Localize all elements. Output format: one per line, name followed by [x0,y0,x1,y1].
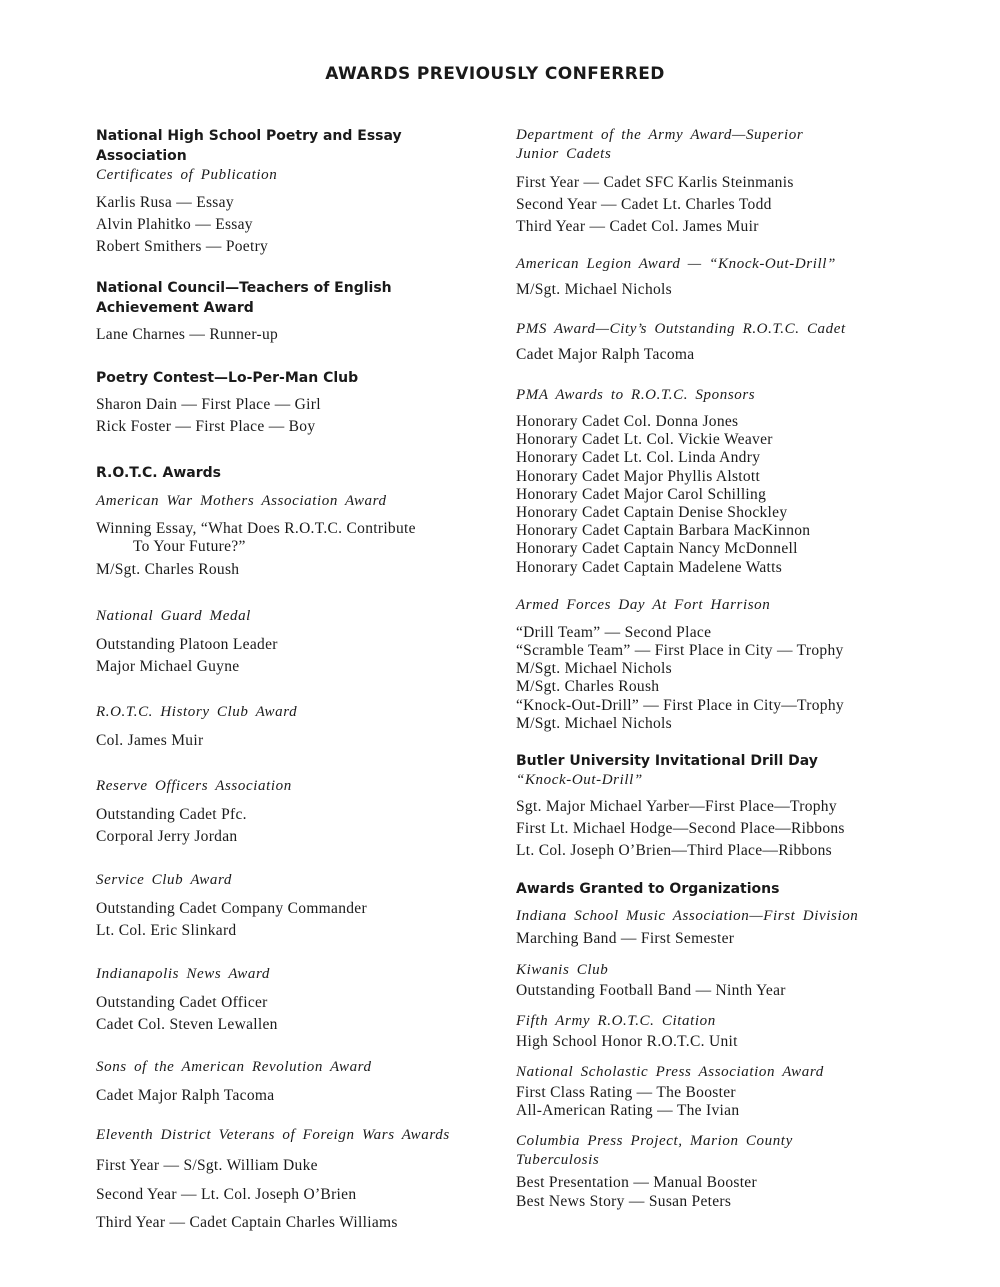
poetry-contest-section [96,368,488,438]
pms-award [516,320,906,366]
list-item: Honorary Cadet Lt. Col. Linda Andry [516,449,761,467]
list-item: Robert Smithers — Poetry [96,238,269,255]
section-heading: National Council—Teachers of English [96,280,392,296]
list-item: “Knock-Out-Drill” — First Place in City—Trophy [516,696,844,714]
award-subheading: R.O.T.C. History Club Award [96,704,298,720]
list-item: Honorary Cadet Captain Nancy McDonnell [516,540,798,558]
section-heading: Poetry Contest—Lo-Per-Man Club [96,370,359,386]
list-item: Cadet Major Ralph Tacoma [96,1087,275,1104]
butler-award [516,751,906,862]
list-item: “Scramble Team” — First Place in City — Trophy [516,642,844,660]
armed-forces-award [516,596,906,733]
army-award [516,126,906,238]
vfw-award [96,1126,488,1238]
award-subheading: PMA Awards to R.O.T.C. Sponsors [516,387,756,403]
list-item: Honorary Cadet Major Phyllis Alstott [516,467,761,485]
award-subheading: “Knock-Out-Drill” [516,772,643,789]
list-item: M/Sgt. Charles Roush [96,561,240,578]
history-club-award [96,703,488,752]
sons-revolution-award [96,1058,488,1107]
list-item: Karlis Rusa — Essay [96,194,234,211]
ncte-section [96,278,488,346]
list-item: Outstanding Cadet Officer [96,994,268,1011]
list-item: Honorary Cadet Captain Denise Shockley [516,504,788,522]
list-item: M/Sgt. Michael Nichols [516,660,672,678]
section-heading: National High School Poetry and Essay Association [96,128,402,164]
reserve-officers-award [96,777,488,848]
award-subheading: American War Mothers Association Award [96,493,387,509]
kiwanis-award [516,961,906,1002]
section-heading: Achievement Award [96,300,254,316]
section-heading: Awards Granted to Organizations [516,881,780,898]
list-item: Honorary Cadet Major Carol Schilling [516,485,767,503]
award-subheading: Eleventh District Veterans of Foreign Wars Awards [96,1127,450,1143]
award-subheading: Indianapolis News Award [96,966,270,982]
award-subheading: Indiana School Music Association—First Division [516,908,859,925]
columbia-award [516,1132,906,1210]
news-award [96,965,488,1036]
list-item: Honorary Cadet Captain Madelene Watts [516,558,783,576]
award-subheading: Sons of the American Revolution Award [96,1059,372,1075]
list-item: Cadet Major Ralph Tacoma [516,346,695,363]
section-subheading: Certificates of Publication [96,167,278,183]
list-item: First Year — S/Sgt. William Duke [96,1157,318,1174]
award-subheading: Armed Forces Day At Fort Harrison [516,596,771,613]
award-subheading: PMS Award—City’s Outstanding R.O.T.C. Cadet [516,321,846,337]
list-item: M/Sgt. Charles Roush [516,678,660,696]
list-item: “Drill Team” — Second Place [516,623,712,641]
list-item: Honorary Cadet Lt. Col. Vickie Weaver [516,431,773,449]
list-item: Third Year — Cadet Col. James Muir [516,218,759,235]
list-item: Corporal Jerry Jordan [96,828,238,845]
list-item: Lt. Col. Eric Slinkard [96,922,237,939]
organizations-section [516,879,906,1211]
list-item: Outstanding Football Band — Ninth Year [516,982,786,1000]
rotc-section [96,463,488,1238]
list-item: Sgt. Major Michael Yarber—First Place—Trophy [516,798,837,816]
list-item: First Class Rating — The Booster [516,1084,736,1102]
war-mothers-award [96,492,488,581]
award-subheading: Reserve Officers Association [96,778,292,794]
list-item: Col. James Muir [96,732,204,749]
list-item: Cadet Col. Steven Lewallen [96,1016,278,1033]
service-club-award [96,871,488,942]
list-item: Outstanding Platoon Leader [96,636,278,653]
award-subheading: National Scholastic Press Association Award [516,1064,824,1081]
section-heading: R.O.T.C. Awards [96,465,221,481]
list-item: Lane Charnes — Runner-up [96,326,279,343]
award-subheading: National Guard Medal [96,608,251,624]
nspa-award [516,1063,906,1120]
award-subheading: Columbia Press Project, Marion County [516,1133,793,1150]
legion-award [516,255,906,301]
poetry-essay-section [96,126,488,258]
list-item: First Year — Cadet SFC Karlis Steinmanis [516,174,794,191]
award-subheading: Fifth Army R.O.T.C. Citation [516,1013,716,1030]
list-item: M/Sgt. Michael Nichols [516,714,672,732]
list-item: Winning Essay, “What Does R.O.T.C. Contribute [96,520,416,537]
national-guard-award [96,607,488,678]
list-item: To Your Future?” [133,538,246,555]
list-item: High School Honor R.O.T.C. Unit [516,1033,738,1051]
list-item: Marching Band — First Semester [516,930,735,948]
list-item: First Lt. Michael Hodge—Second Place—Ribbons [516,820,845,838]
fifth-army-award [516,1012,906,1053]
list-item: Honorary Cadet Col. Donna Jones [516,413,739,430]
list-item: Third Year — Cadet Captain Charles Williams [96,1214,398,1231]
list-item: Major Michael Guyne [96,658,240,675]
music-award [516,907,906,950]
list-item: Lt. Col. Joseph O’Brien—Third Place—Ribbons [516,842,832,860]
list-item: Second Year — Cadet Lt. Charles Todd [516,196,772,213]
list-item: Alvin Plahitko — Essay [96,216,253,233]
list-item: Best Presentation — Manual Booster [516,1174,757,1192]
section-heading: Butler University Invitational Drill Day [516,753,818,770]
list-item: Outstanding Cadet Pfc. [96,806,247,823]
page-title: AWARDS PREVIOUSLY CONFERRED [325,64,665,84]
award-subheading: Department of the Army Award—Superior [516,127,804,143]
list-item: Second Year — Lt. Col. Joseph O’Brien [96,1185,357,1203]
award-subheading: Tuberculosis [516,1152,600,1169]
list-item: Outstanding Cadet Company Commander [96,900,367,917]
list-item: Honorary Cadet Captain Barbara MacKinnon [516,522,811,540]
left-column [96,126,488,1238]
award-subheading: American Legion Award — “Knock-Out-Drill” [516,256,836,272]
list-item: Rick Foster — First Place — Boy [96,418,316,435]
award-subheading: Service Club Award [96,872,232,888]
list-item: All-American Rating — The Ivian [516,1102,740,1120]
award-subheading: Junior Cadets [516,146,612,162]
list-item: Best News Story — Susan Peters [516,1192,732,1210]
pma-award [516,386,906,577]
award-subheading: Kiwanis Club [516,962,609,979]
right-column [516,126,906,1211]
list-item: M/Sgt. Michael Nichols [516,281,672,298]
list-item: Sharon Dain — First Place — Girl [96,396,321,413]
